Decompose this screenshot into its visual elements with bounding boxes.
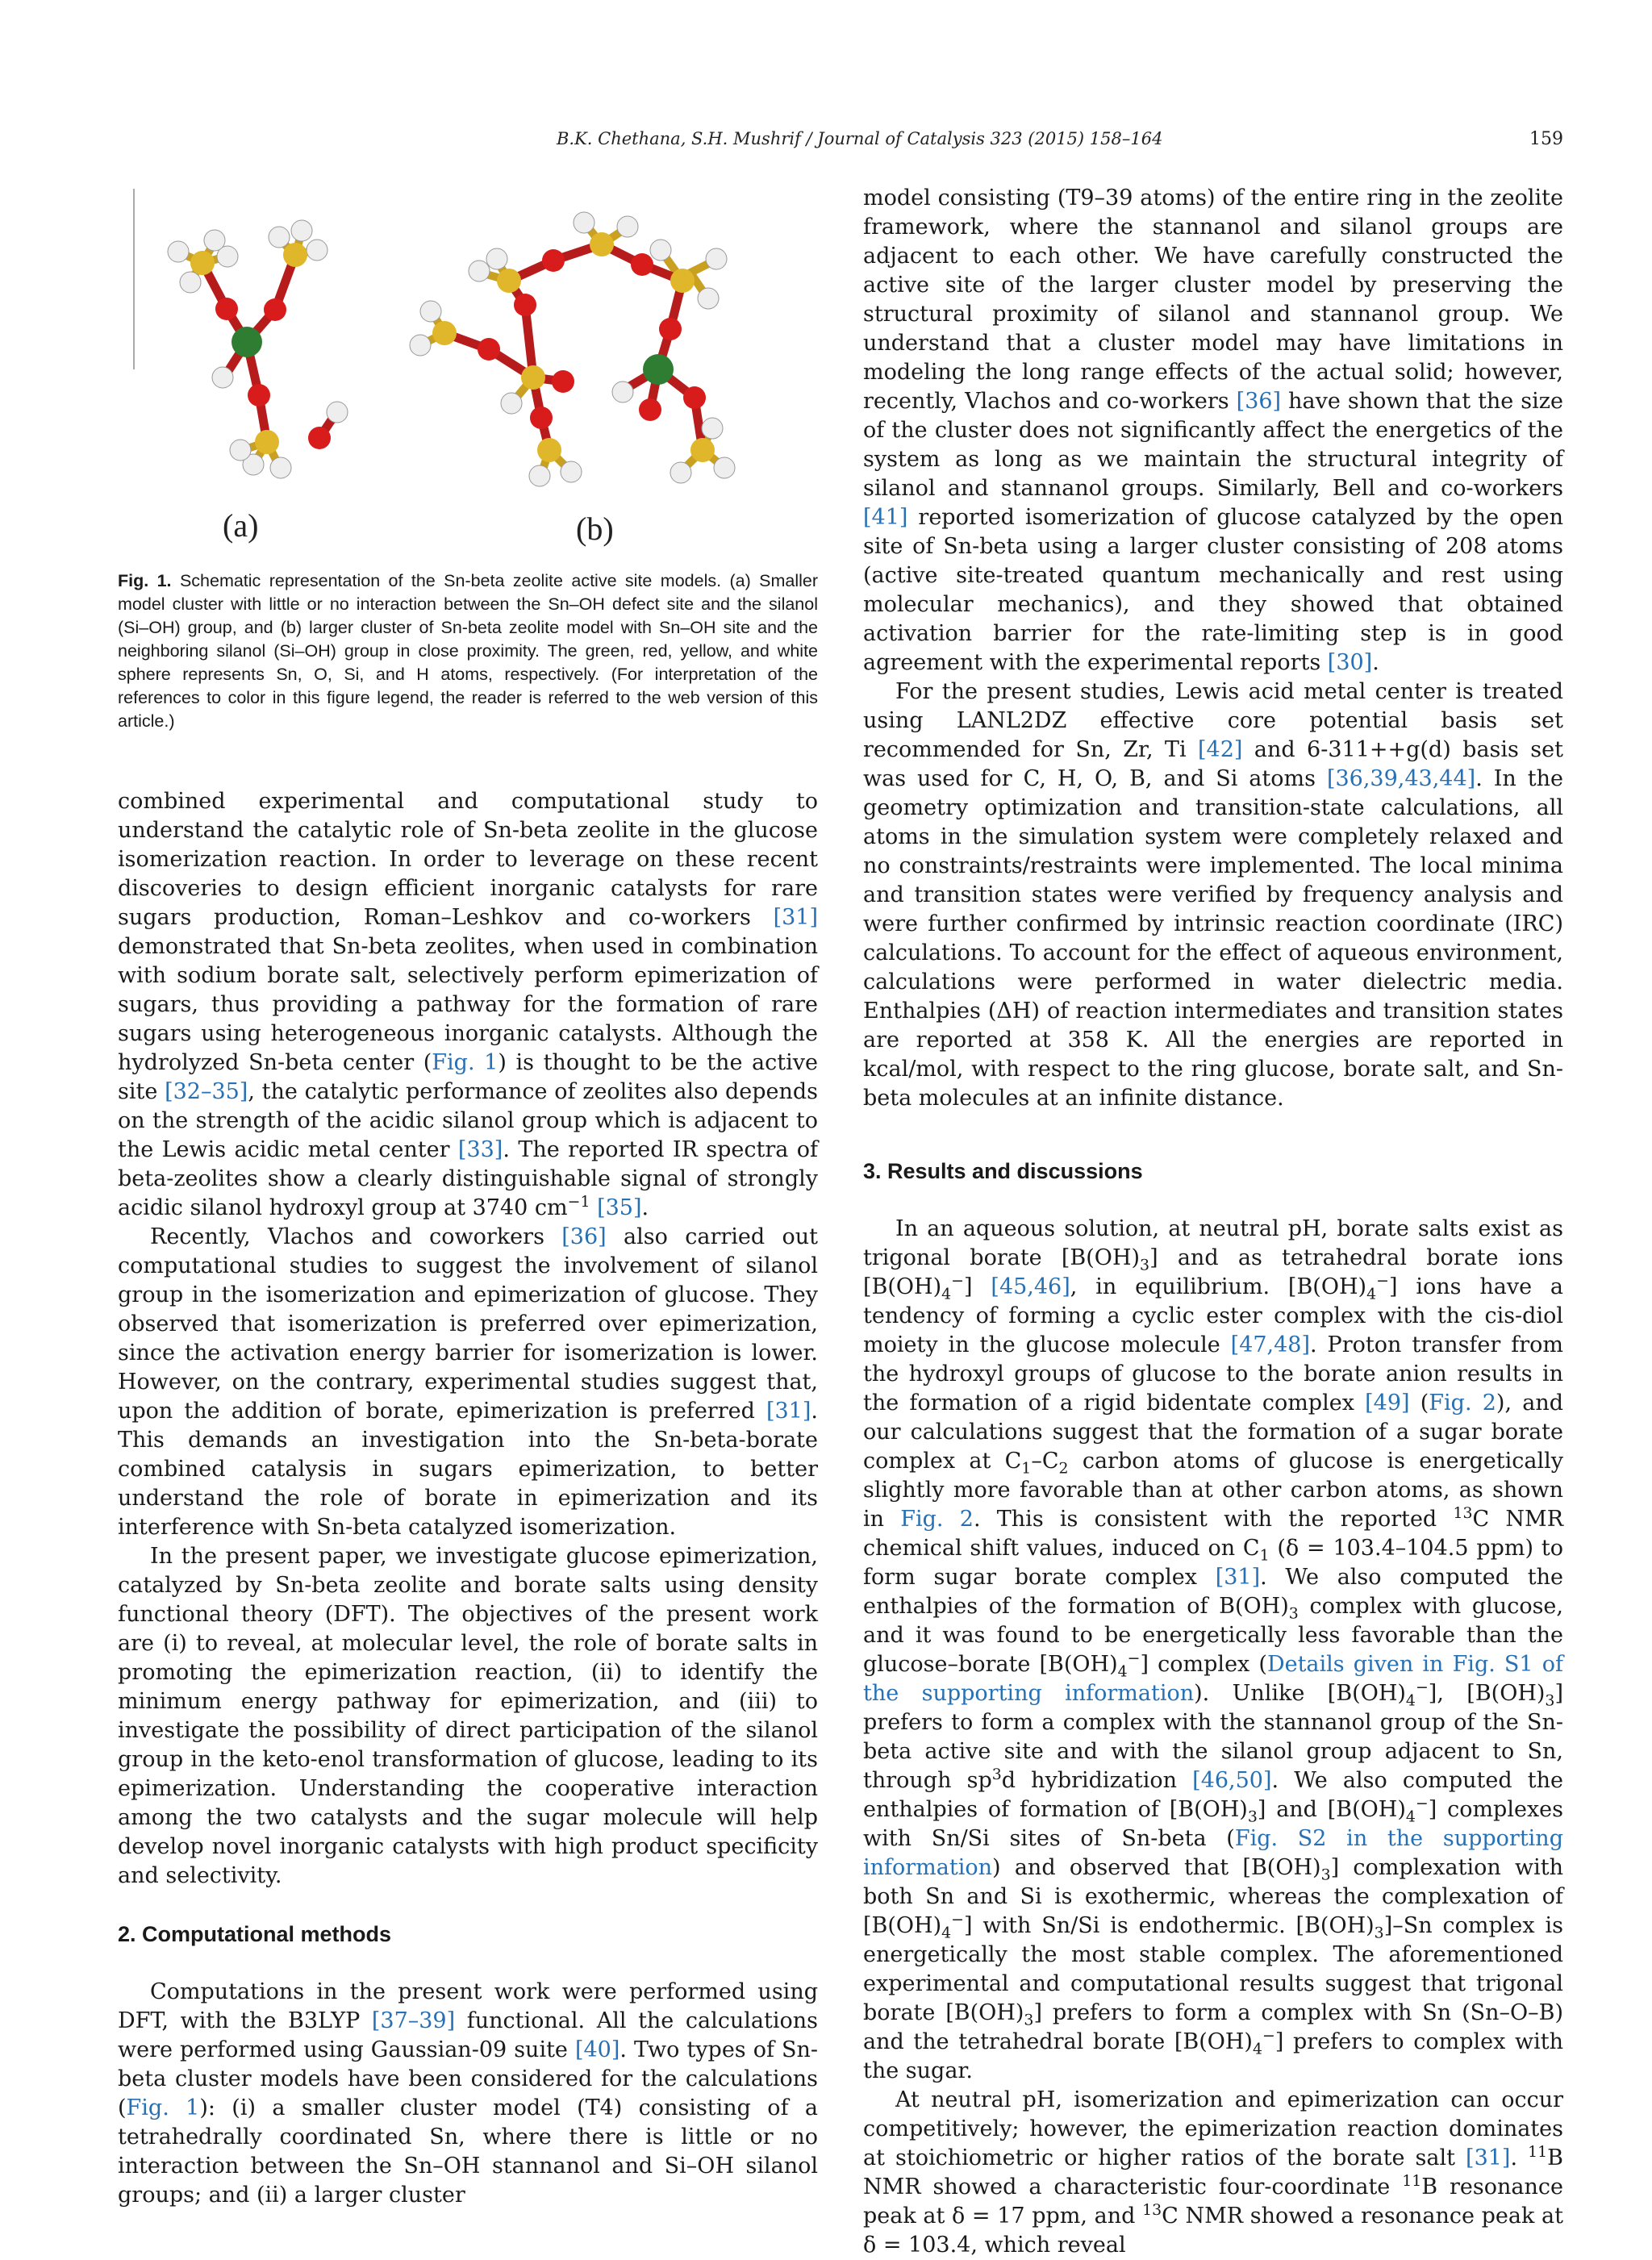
reference-link[interactable]: [47,48]: [1230, 1332, 1311, 1357]
section-heading: 2. Computational methods: [118, 1922, 392, 1946]
reference-link[interactable]: [41]: [863, 505, 908, 530]
paragraph: In the present paper, we investigate glucose epimerization, catalyzed by Sn-beta zeolite and borate salts using density functional theory (DFT). The objectives of the present work are (i) to reveal, at molecular level, the role of borate salts in promoting the epimerization reaction, (ii) to identify the minimum energy pathway for epimerization, and (iii) to investigate the possibility of direct participation of the silanol group in the keto-enol transformation of glucose, leading to its epimerization. Understanding the cooperative interaction among the two catalysts and the sugar molecule will help develop novel inorganic catalysts with high product specificity and selectivity.: [118, 1544, 818, 1888]
reference-link[interactable]: [31]: [1466, 2145, 1511, 2170]
paragraph: In an aqueous solution, at neutral pH, borate salts exist as trigonal borate $[B(OH)_3]$ and as tetrahedral borate ions $[B(OH)_4^-]$ [45,46], in equilibrium. $[B(OH)_4^-]$ ions have a tendency of forming a cyclic ester complex with the cis-diol moiety in the glucose molecule [47,48]. Proton transfer from the hydroxyl groups of glucose to the borate anion results in the formation of a rigid bidentate complex [49] (Fig. 2), and our calculations suggest that the formation of a sugar borate complex at $C_1-C_2$ carbon atoms of glucose is energetically slightly more favorable than at other carbon atoms, as shown in Fig. 2. This is consistent with the reported $^{13}$C NMR chemical shift values, induced on $C_1$ (δ = 103.4–104.5 ppm) to form sugar borate complex [31]. We also computed the enthalpies of the formation of $B(OH)_3$ complex with glucose, and it was found to be energetically less favorable than the glucose–borate $[B(OH)_4^-]$ complex (Details given in Fig. S1 of the supporting information). Unlike $[B(OH)_4^-]$, $[B(OH)_3]$ prefers to form a complex with the stannanol group of the Sn-beta active site and with the silanol group adjacent to Sn, through $sp^3d$ hybridization [46,50]. We also computed the enthalpies of formation of $[B(OH)_3]$ and $[B(OH)_4^-]$ complexes with Sn/Si sites of Sn-beta (Fig. S2 in the supporting information) and observed that $[B(OH)_3]$ complexation with both Sn and Si is exothermic, whereas the complexation of $[B(OH)_4^-]$ with Sn/Si is endothermic. $[B(OH)_3]-Sn$ complex is energetically the most stable complex. The aforementioned experimental and computational results suggest that trigonal borate $[B(OH)_3]$ prefers to form a complex with Sn (Sn–O–B) and the tetrahedral borate $[B(OH)_4^-]$ prefers to complex with the sugar.: [863, 1216, 1564, 2083]
reference-link[interactable]: [35]: [597, 1195, 642, 1220]
reference-link[interactable]: [42]: [1198, 737, 1243, 762]
reference-link[interactable]: [36]: [561, 1224, 607, 1249]
reference-link[interactable]: [36]: [1236, 389, 1282, 414]
reference-link[interactable]: [36,39,43,44]: [1326, 766, 1476, 791]
reference-link[interactable]: [40]: [574, 2037, 620, 2062]
figure-caption: [118, 569, 818, 733]
paragraph: model consisting (T9–39 atoms) of the entire ring in the zeolite framework, where the stannanol and silanol groups are adjacent to each other. We have carefully constructed the active site of the larger cluster model by preserving the structural proximity of silanol and stannanol group. We understand that a cluster model may have limitations in modeling the long range effects of the actual solid; however, recently, Vlachos and co-workers [36] have shown that the size of the cluster does not significantly affect the energetics of the system as long as we maintain the structural integrity of silanol and stannanol groups. Similarly, Bell and co-workers [41] reported isomerization of glucose catalyzed by the open site of Sn-beta using a larger cluster consisting of 208 atoms (active site-treated quantum mechanically and rest using molecular mechanics), and they showed that obtained activation barrier for the rate-limiting step is in good agreement with the experimental reports [30].: [863, 186, 1563, 675]
paragraph: At neutral pH, isomerization and epimerization can occur competitively; however, the epimerization reaction dominates at stoichiometric or higher ratios of the borate salt [31]. $^{11}$B NMR showed a characteristic four-coordinate $^{11}$B resonance peak at δ = 17 ppm, and $^{13}$C NMR showed a resonance peak at δ = 103.4, which reveal: [863, 2087, 1563, 2258]
reference-link[interactable]: [30]: [1327, 650, 1373, 675]
reference-link[interactable]: [31]: [1215, 1565, 1261, 1590]
page-number: 159: [1529, 129, 1563, 149]
paragraph: For the present studies, Lewis acid metal center is treated using LANL2DZ effective core potential basis set recommended for Sn, Zr, Ti [42] and 6-311++g(d) basis set was used for C, H, O, B, and Si atoms [36,39,43,44]. In the geometry optimization and transition-state calculations, all atoms in the simulation system were completely relaxed and no constraints/restraints were implemented. The local minima and transition states were verified by frequency analysis and were further confirmed by intrinsic reaction coordinate (IRC) calculations. To account for the effect of aqueous environment, calculations were performed in water dielectric media. Enthalpies (ΔH) of reaction intermediates and transition states are reported at 358 K. All the energies are reported in kcal/mol, with respect to the ring glucose, borate salt, and Sn-beta molecules at an infinite distance.: [863, 679, 1563, 1111]
right-column: [863, 184, 1563, 2260]
caption-label: Fig. 1.: [118, 571, 172, 590]
panel-label-b: (b): [576, 511, 614, 547]
figure-1: [118, 184, 818, 563]
caption-text: Schematic representation of the Sn-beta zeolite active site models. (a) Smaller model cluster with little or no interaction between the Sn–OH defect site and the silanol (Si–OH) group, and (b) larger cluster of Sn-beta zeolite model with Sn–OH site and the neighboring silanol (Si–OH) group in close proximity. The green, red, yellow, and white sphere represents Sn, O, Si, and H atoms, respectively. (For interpretation of the references to color in this figure legend, the reader is referred to the web version of this article.): [118, 571, 819, 731]
paragraph: combined experimental and computational study to understand the catalytic role of Sn-beta zeolite in the glucose isomerization reaction. In order to leverage on these recent discoveries to design efficient inorganic catalysts for rare sugars production, Roman–Leshkov and co-workers [31] demonstrated that Sn-beta zeolites, when used in combination with sodium borate salt, selectively perform epimerization of sugars, thus providing a pathway for the formation of rare sugars using heterogeneous inorganic catalysts. Although the hydrolyzed Sn-beta center (Fig. 1) is thought to be the active site [32–35], the catalytic performance of zeolites also depends on the strength of the acidic silanol group which is adjacent to the Lewis acidic metal center [33]. The reported IR spectra of beta-zeolites show a clearly distinguishable signal of strongly acidic silanol hydroxyl group at 3740 $cm^{-1}$ [35].: [118, 789, 818, 1220]
left-column: [118, 787, 818, 2210]
figure-link[interactable]: Fig. 2: [900, 1507, 974, 1532]
supporting-info-link[interactable]: Fig. S2 in the supporting information: [863, 1826, 1563, 1880]
reference-link[interactable]: [45,46]: [991, 1274, 1070, 1299]
paragraph: Recently, Vlachos and coworkers [36] also carried out computational studies to suggest the involvement of silanol group in the isomerization and epimerization of glucose. They observed that isomerization is preferred over epimerization, since the activation energy barrier for isomerization is lower. However, on the contrary, experimental studies suggest that, upon the addition of borate, epimerization is preferred [31]. This demands an investigation into the Sn-beta-borate combined catalysis in sugars epimerization, to better understand the role of borate in epimerization and its interference with Sn-beta catalyzed isomerization.: [118, 1224, 818, 1540]
supporting-info-link[interactable]: Details given in Fig. S1 of the supporting information: [863, 1652, 1563, 1706]
section-heading: 3. Results and discussions: [863, 1159, 1143, 1183]
reference-link[interactable]: [49]: [1365, 1391, 1410, 1416]
figure-link[interactable]: Fig. 1: [126, 2095, 200, 2120]
molecule-model-b: [384, 184, 820, 563]
running-header: [0, 129, 1652, 161]
paragraph: Computations in the present work were performed using DFT, with the B3LYP [37–39] functional. All the calculations were performed using Gaussian-09 suite [40]. Two types of Sn-beta cluster models have been considered for the calculations (Fig. 1): (i) a smaller cluster model (T4) consisting of a tetrahedrally coordinated Sn, where there is little or no interaction between the Sn–OH stannanol and Si–OH silanol groups; and (ii) a larger cluster: [118, 1979, 819, 2208]
reference-link[interactable]: [31]: [773, 905, 818, 930]
running-head: B.K. Chethana, S.H. Mushrif / Journal of Catalysis 323 (2015) 158–164: [557, 129, 1163, 148]
figure-link[interactable]: Fig. 1: [432, 1050, 499, 1075]
panel-label-a: (a): [223, 507, 259, 544]
reference-link[interactable]: [31]: [766, 1399, 811, 1424]
reference-link[interactable]: [46,50]: [1192, 1768, 1272, 1793]
reference-link[interactable]: [32–35]: [165, 1079, 248, 1104]
figure-link[interactable]: Fig. 2: [1429, 1391, 1496, 1416]
reference-link[interactable]: [33]: [457, 1137, 503, 1162]
reference-link[interactable]: [37–39]: [371, 2008, 456, 2033]
